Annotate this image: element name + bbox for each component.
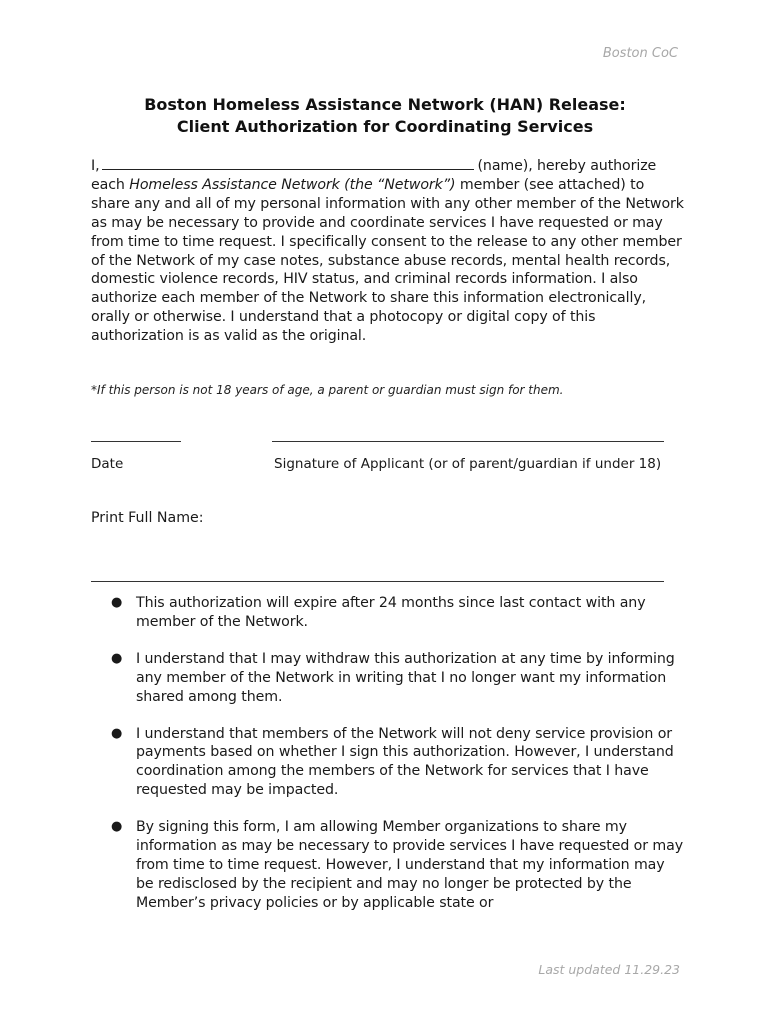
term-text: This authorization will expire after 24 months since last contact with any member of the Network. [136,595,646,630]
page-header-org: Boston CoC [602,46,678,61]
bullet-icon: ● [111,725,123,741]
network-name: Homeless Assistance Network (the “Network”) [129,176,456,193]
bullet-icon: ● [111,650,123,666]
date-line[interactable] [91,441,181,442]
list-item [91,650,685,707]
title-line-1: Boston Homeless Assistance Network (HAN) Release: [144,95,626,114]
signature-line[interactable] [272,441,664,442]
print-name-line[interactable] [91,581,664,582]
last-updated: Last updated 11.29.23 [538,962,680,977]
date-label: Date [91,456,124,472]
name-blank-field[interactable] [102,156,474,170]
list-item [91,594,685,632]
bullet-icon: ● [111,595,123,610]
body-rest: member (see attached) to share any and all of my personal information with any other member of the Network as may be necessary to provide and coordinate services I have requested or may from time to time request. I specifically consent to the release to any other member of the Network of my case notes, substance abuse records, mental health records, domestic violence records, HIV status, and criminal records information. I also authorize each member of the Network to share this information electronically, orally or otherwise. I understand that a photocopy or digital copy of this authorization is as valid as the original. [91,176,684,345]
list-item [91,818,685,913]
body-after-blank: (name), hereby authorize each [91,158,657,193]
document-title [0,94,770,138]
print-name-label: Print Full Name: [91,510,204,526]
terms-list [91,594,685,931]
term-text: I understand that I may withdraw this authorization at any time by informing any member of the Network in writing that I no longer want my information shared among them. [136,650,675,705]
title-line-2: Client Authorization for Coordinating Services [176,117,594,136]
guardian-note: *If this person is not 18 years of age, a parent or guardian must sign for them. [91,383,564,397]
body-lead: I, [91,158,100,174]
term-text: I understand that members of the Network will not deny service provision or payments based on whether I sign this authorization. However, I understand coordination among the members of the Network for services that I have requested may be impacted. [136,725,674,799]
term-text: By signing this form, I am allowing Member organizations to share my information as may be necessary to provide services I have requested or may from time to time request. However, I understand that my information may be redisclosed by the recipient and may no longer be protected by the Member’s privacy policies or by applicable state or [136,819,684,911]
bullet-icon: ● [111,819,123,835]
list-item [91,725,685,801]
signature-label: Signature of Applicant (or of parent/guardian if under 18) [274,456,662,472]
authorization-paragraph [91,156,685,346]
